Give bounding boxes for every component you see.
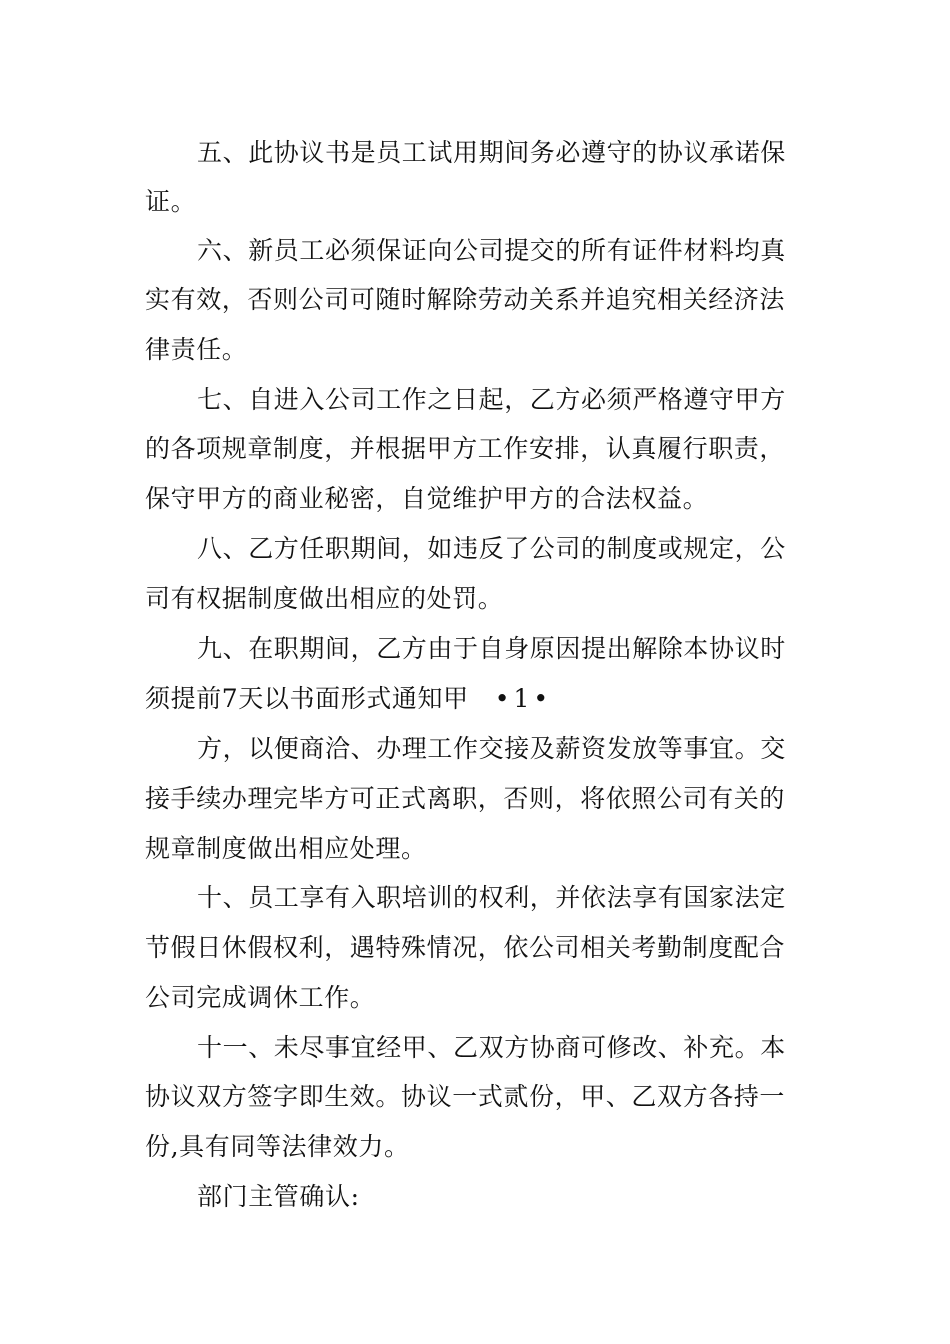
clause-11-line-3: 份,具有同等法律效力。 (145, 1132, 410, 1161)
clause-10-line-1: 十、员工享有入职培训的权利，并依法享有国家法定 (197, 883, 786, 912)
clause-11-line-1: 十一、未尽事宜经甲、乙双方协商可修改、补充。本 (197, 1033, 786, 1062)
clause-8-line-2: 司有权据制度做出相应的处罚。 (145, 584, 504, 613)
clause-10-line-2: 节假日休假权利，遇特殊情况，依公司相关考勤制度配合 (145, 933, 786, 962)
clause-5-line-2: 证。 (145, 187, 197, 216)
clause-9-line-2 (145, 684, 805, 714)
clause-11-line-2: 协议双方签字即生效。协议一式贰份，甲、乙双方各持一 (145, 1082, 786, 1111)
clause-6-line-1: 六、新员工必须保证向公司提交的所有证件材料均真 (197, 236, 786, 265)
clause-9-line-2-text: 须提前7天以书面形式通知甲 (145, 684, 469, 713)
clause-9-line-1: 九、在职期间，乙方由于自身原因提出解除本协议时 (197, 634, 786, 663)
clause-8-line-1: 八、乙方任职期间，如违反了公司的制度或规定，公 (197, 534, 786, 563)
clause-5-line-1: 五、此协议书是员工试用期间务必遵守的协议承诺保 (197, 138, 786, 167)
clause-9-line-5: 规章制度做出相应处理。 (145, 834, 427, 863)
clause-7-line-2: 的各项规章制度，并根据甲方工作安排，认真履行职责， (145, 434, 786, 463)
clause-9-line-3: 方，以便商洽、办理工作交接及薪资发放等事宜。交 (197, 734, 786, 763)
clause-9-line-4: 接手续办理完毕方可正式离职，否则，将依照公司有关的 (145, 784, 786, 813)
clause-6-line-3: 律责任。 (145, 335, 248, 364)
clause-7-line-3: 保守甲方的商业秘密，自觉维护甲方的合法权益。 (145, 484, 709, 513)
clause-7-line-1: 七、自进入公司工作之日起，乙方必须严格遵守甲方 (197, 385, 786, 414)
supervisor-confirmation-label: 部门主管确认: (197, 1182, 360, 1211)
clause-6-line-2: 实有效，否则公司可随时解除劳动关系并追究相关经济法 (145, 285, 786, 314)
page-number-marker: •1• (494, 684, 553, 713)
clause-10-line-3: 公司完成调休工作。 (145, 983, 376, 1012)
